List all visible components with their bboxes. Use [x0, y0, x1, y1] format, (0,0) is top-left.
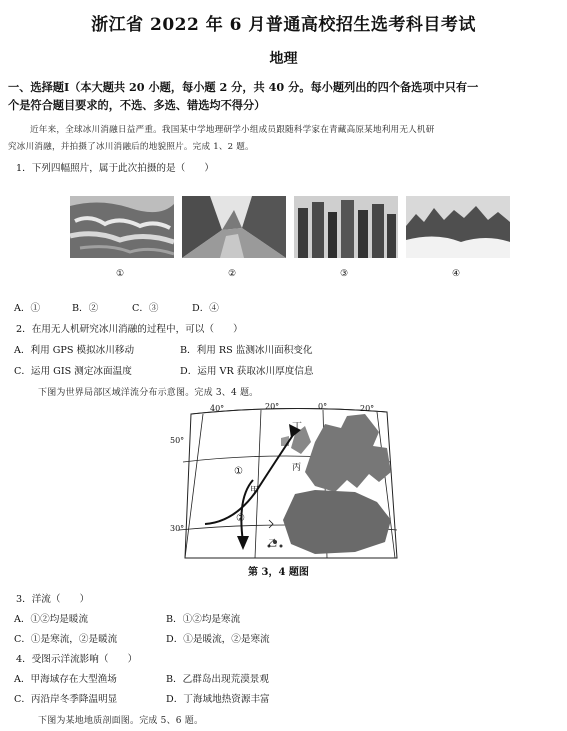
photo-2-image: [182, 196, 286, 258]
q3-option-a: A．①②均是暖流: [14, 614, 89, 625]
ocean-current-map: [165, 402, 400, 560]
q4-option-d: D．丁海域地热资源丰富: [166, 694, 270, 705]
q4-option-c: C．丙沿岸冬季降温明显: [14, 694, 118, 705]
map-caption: 第 3，4 题图: [248, 567, 309, 578]
q4-option-a: A．甲海域存在大型渔场: [14, 674, 117, 685]
intro-3: 下图为某地地质剖面图。完成 5、6 题。: [38, 716, 204, 726]
map-lat-label-50: 50°: [170, 436, 185, 445]
intro-1-line2: 究冰川消融，并拍摄了冰川消融后的地貌照片。完成 1、2 题。: [8, 142, 254, 152]
photo-4-image: [406, 196, 510, 258]
photo-label-4: ④: [452, 269, 461, 279]
map-lon-label-20e: 20°: [360, 404, 375, 413]
intro-1-line1: 近年来，全球冰川消融日益严重。我国某中学地理研学小组成员跟随科学家在青藏高原某地利用无人机研: [30, 125, 435, 135]
map-marker-current-1: ①: [234, 466, 243, 477]
map-lon-label-20w: 20°: [265, 402, 280, 411]
photo-label-1: ①: [116, 269, 125, 279]
photo-label-3: ③: [340, 269, 349, 279]
question-1-stem: 1．下列四幅照片，属于此次拍摄的是（ ）: [16, 163, 214, 174]
section-heading-line2: 个是符合题目要求的，不选、多选、错选均不得分）: [8, 98, 266, 112]
exam-title: 浙江省 2022 年 6 月普通高校招生选考科目考试: [91, 15, 476, 35]
photo-1-image: [70, 196, 174, 258]
q1-option-b: B．②: [72, 303, 99, 314]
q2-option-c: C．运用 GIS 测定冰面温度: [14, 366, 132, 377]
question-2-stem: 2．在用无人机研究冰川消融的过程中，可以（ ）: [16, 324, 243, 335]
q1-option-c: C．③: [132, 303, 159, 314]
photo-3-image: [294, 196, 398, 258]
map-marker-bing: 丙: [292, 463, 302, 473]
intro-2: 下图为世界局部区域洋流分布示意图。完成 3、4 题。: [38, 388, 259, 398]
q1-option-a: A．①: [14, 303, 41, 314]
q2-option-b: B．利用 RS 监测冰川面积变化: [180, 345, 313, 356]
map-marker-yi: 乙: [268, 539, 278, 549]
q3-option-d: D．①是暖流，②是寒流: [166, 634, 270, 645]
photo-label-2: ②: [228, 269, 237, 279]
map-marker-current-2: ②: [236, 513, 245, 524]
map-marker-jia: 甲: [250, 486, 260, 496]
q3-option-b: B．①②均是寒流: [166, 614, 241, 625]
q2-option-a: A．利用 GPS 模拟冰川移动: [14, 345, 135, 356]
q2-option-d: D．运用 VR 获取冰川厚度信息: [180, 366, 314, 377]
subject-title: 地理: [269, 51, 298, 67]
section-heading-line1: 一、选择题Ⅰ（本大题共 20 小题，每小题 2 分，共 40 分。每小题列出的四个备选项中只有一: [8, 80, 479, 94]
q3-option-c: C．①是寒流，②是暖流: [14, 634, 118, 645]
q4-option-b: B．乙群岛出现荒漠景观: [166, 674, 269, 685]
map-lat-label-30: 30°: [170, 524, 185, 533]
map-marker-ding: 丁: [292, 422, 302, 433]
map-lon-label-40: 40°: [210, 404, 225, 413]
q1-option-d: D．④: [192, 303, 219, 314]
question-4-stem: 4．受图示洋流影响（ ）: [16, 654, 138, 665]
map-lon-label-0: 0°: [318, 402, 328, 411]
question-3-stem: 3．洋流（ ）: [16, 594, 90, 605]
